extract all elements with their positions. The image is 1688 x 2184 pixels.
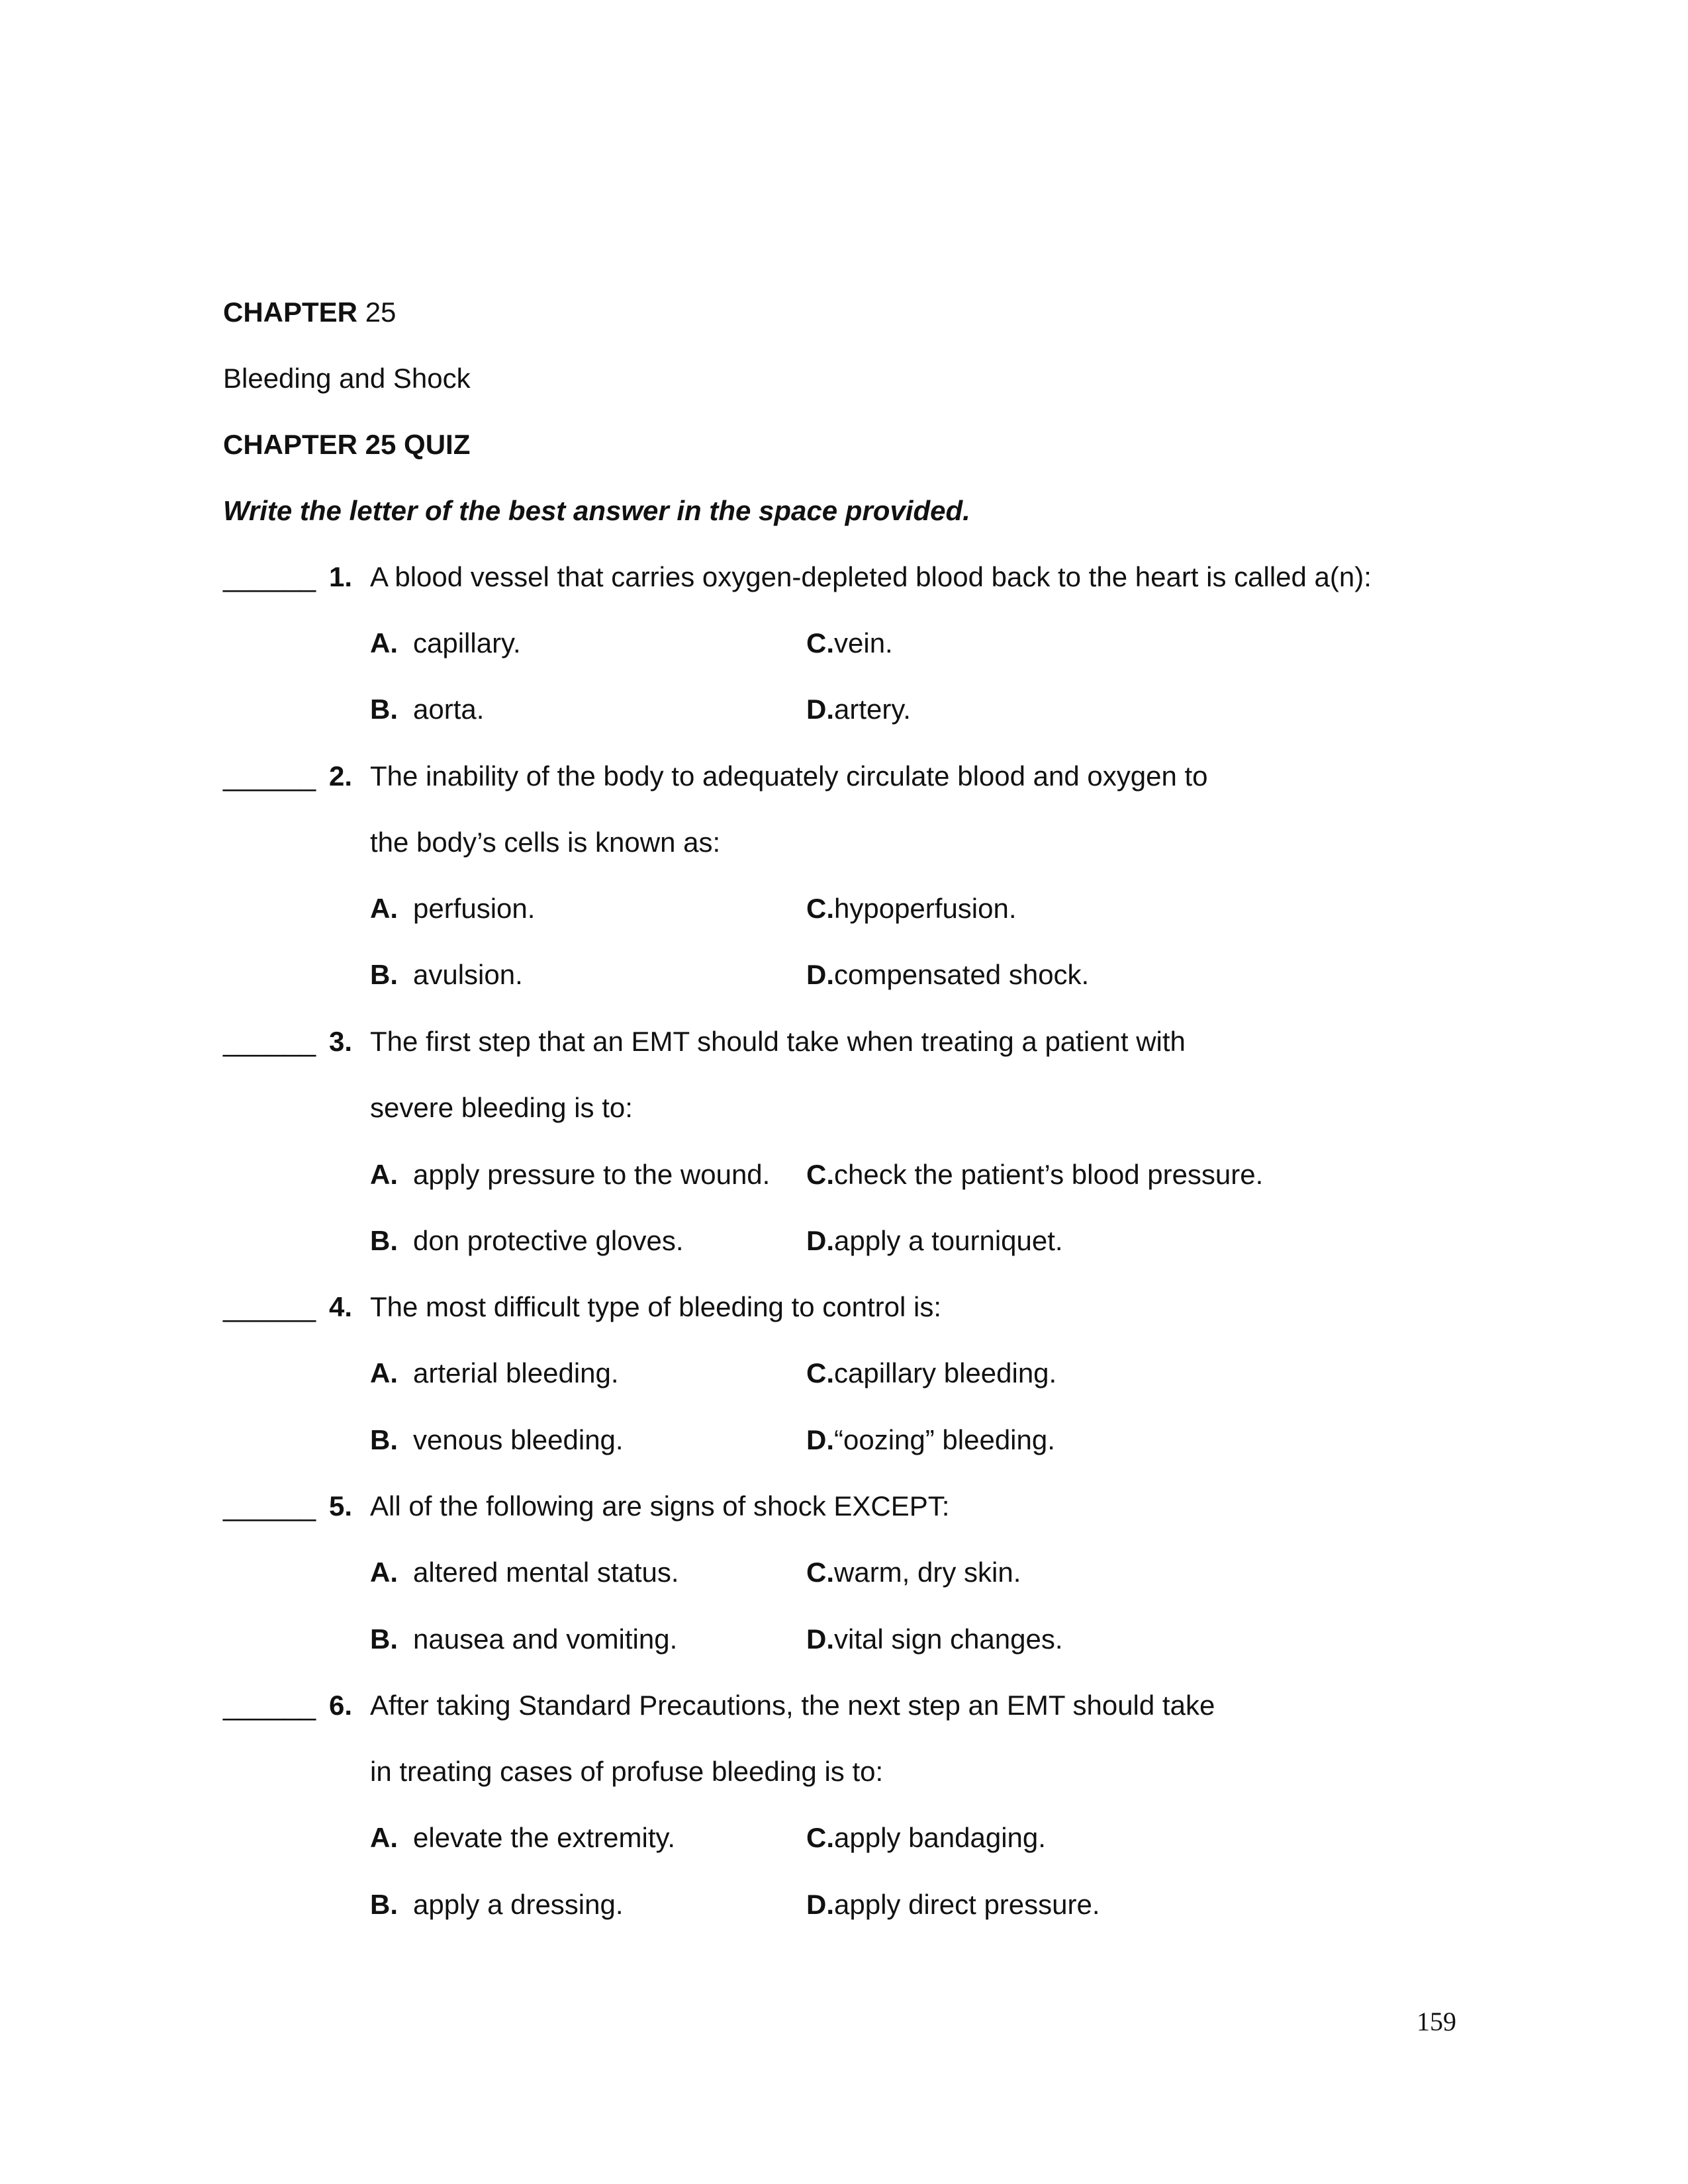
- question-text: The most difficult type of bleeding to control is:: [370, 1291, 942, 1322]
- option-text: avulsion.: [413, 959, 523, 990]
- option-c: [806, 892, 1017, 925]
- option-letter: A.: [370, 1822, 398, 1853]
- option-text: vital sign changes.: [834, 1623, 1063, 1655]
- question-number: 5.: [329, 1490, 353, 1522]
- chapter-number: 25: [365, 296, 397, 328]
- option-letter: B.: [370, 1225, 398, 1256]
- option-text: warm, dry skin.: [834, 1557, 1021, 1588]
- option-text: arterial bleeding.: [413, 1357, 619, 1388]
- option-letter: D.: [806, 1623, 834, 1655]
- option-d: [806, 1888, 1100, 1921]
- option-text: apply bandaging.: [834, 1822, 1046, 1853]
- option-letter: B.: [370, 1889, 398, 1920]
- question-text-continued: severe bleeding is to:: [370, 1092, 633, 1123]
- option-text: altered mental status.: [413, 1557, 679, 1588]
- page-number: 159: [1417, 2007, 1456, 2036]
- option-text: compensated shock.: [834, 959, 1090, 990]
- option-text: artery.: [834, 694, 911, 725]
- question-text: All of the following are signs of shock EXCEPT:: [370, 1490, 950, 1522]
- option-letter: A.: [370, 1557, 398, 1588]
- option-letter: C.: [806, 1557, 834, 1588]
- option-d: [806, 693, 911, 726]
- option-letter: D.: [806, 1889, 834, 1920]
- chapter-title: Bleeding and Shock: [223, 363, 471, 394]
- option-letter: A.: [370, 627, 398, 659]
- question-text: After taking Standard Precautions, the next step an EMT should take: [370, 1690, 1215, 1721]
- question-number: 3.: [329, 1026, 353, 1057]
- question-number: 6.: [329, 1690, 353, 1721]
- question-text: A blood vessel that carries oxygen-depleted blood back to the heart is called a(n):: [370, 561, 1372, 592]
- option-text: capillary.: [413, 627, 521, 659]
- question-number: 4.: [329, 1291, 353, 1322]
- option-letter: C.: [806, 1159, 834, 1190]
- option-letter: B.: [370, 1424, 398, 1455]
- option-c: [806, 1357, 1056, 1390]
- option-letter: B.: [370, 694, 398, 725]
- answer-blank[interactable]: ______: [223, 760, 316, 792]
- option-c: [806, 1158, 1263, 1191]
- option-text: don protective gloves.: [413, 1225, 684, 1256]
- option-c: [806, 627, 893, 660]
- option-text: “oozing” bleeding.: [834, 1424, 1055, 1455]
- option-text: aorta.: [413, 694, 485, 725]
- option-letter: D.: [806, 1225, 834, 1256]
- option-text: vein.: [834, 627, 893, 659]
- option-text: nausea and vomiting.: [413, 1623, 678, 1655]
- option-text: hypoperfusion.: [834, 893, 1017, 924]
- option-letter: C.: [806, 627, 834, 659]
- question-text: The first step that an EMT should take when treating a patient with: [370, 1026, 1186, 1057]
- option-letter: A.: [370, 1357, 398, 1388]
- answer-blank[interactable]: ______: [223, 1490, 316, 1522]
- option-text: check the patient’s blood pressure.: [834, 1159, 1264, 1190]
- quiz-instructions: Write the letter of the best answer in the space provided.: [223, 495, 970, 526]
- option-text: apply direct pressure.: [834, 1889, 1100, 1920]
- option-letter: A.: [370, 893, 398, 924]
- question-text-continued: in treating cases of profuse bleeding is to:: [370, 1756, 884, 1787]
- answer-blank[interactable]: ______: [223, 1026, 316, 1057]
- option-c: [806, 1556, 1021, 1589]
- option-d: [806, 1224, 1063, 1257]
- option-letter: D.: [806, 694, 834, 725]
- option-text: elevate the extremity.: [413, 1822, 676, 1853]
- option-letter: C.: [806, 893, 834, 924]
- option-d: [806, 958, 1089, 991]
- answer-blank[interactable]: ______: [223, 1291, 316, 1322]
- option-text: capillary bleeding.: [834, 1357, 1057, 1388]
- option-letter: A.: [370, 1159, 398, 1190]
- quiz-title: CHAPTER 25 QUIZ: [223, 429, 471, 460]
- question-text-continued: the body’s cells is known as:: [370, 827, 721, 858]
- chapter-heading: [223, 296, 396, 329]
- option-d: [806, 1623, 1063, 1656]
- chapter-label: CHAPTER: [223, 296, 358, 328]
- option-letter: B.: [370, 959, 398, 990]
- option-letter: B.: [370, 1623, 398, 1655]
- answer-blank[interactable]: ______: [223, 1690, 316, 1721]
- answer-blank[interactable]: ______: [223, 561, 316, 592]
- option-letter: C.: [806, 1357, 834, 1388]
- option-text: perfusion.: [413, 893, 536, 924]
- option-letter: D.: [806, 959, 834, 990]
- option-text: apply a dressing.: [413, 1889, 624, 1920]
- option-text: apply a tourniquet.: [834, 1225, 1063, 1256]
- question-text: The inability of the body to adequately circulate blood and oxygen to: [370, 760, 1208, 792]
- option-c: [806, 1821, 1046, 1854]
- option-letter: C.: [806, 1822, 834, 1853]
- question-number: 1.: [329, 561, 353, 592]
- question-number: 2.: [329, 760, 353, 792]
- option-d: [806, 1424, 1055, 1457]
- option-text: venous bleeding.: [413, 1424, 624, 1455]
- option-letter: D.: [806, 1424, 834, 1455]
- option-text: apply pressure to the wound.: [413, 1159, 771, 1190]
